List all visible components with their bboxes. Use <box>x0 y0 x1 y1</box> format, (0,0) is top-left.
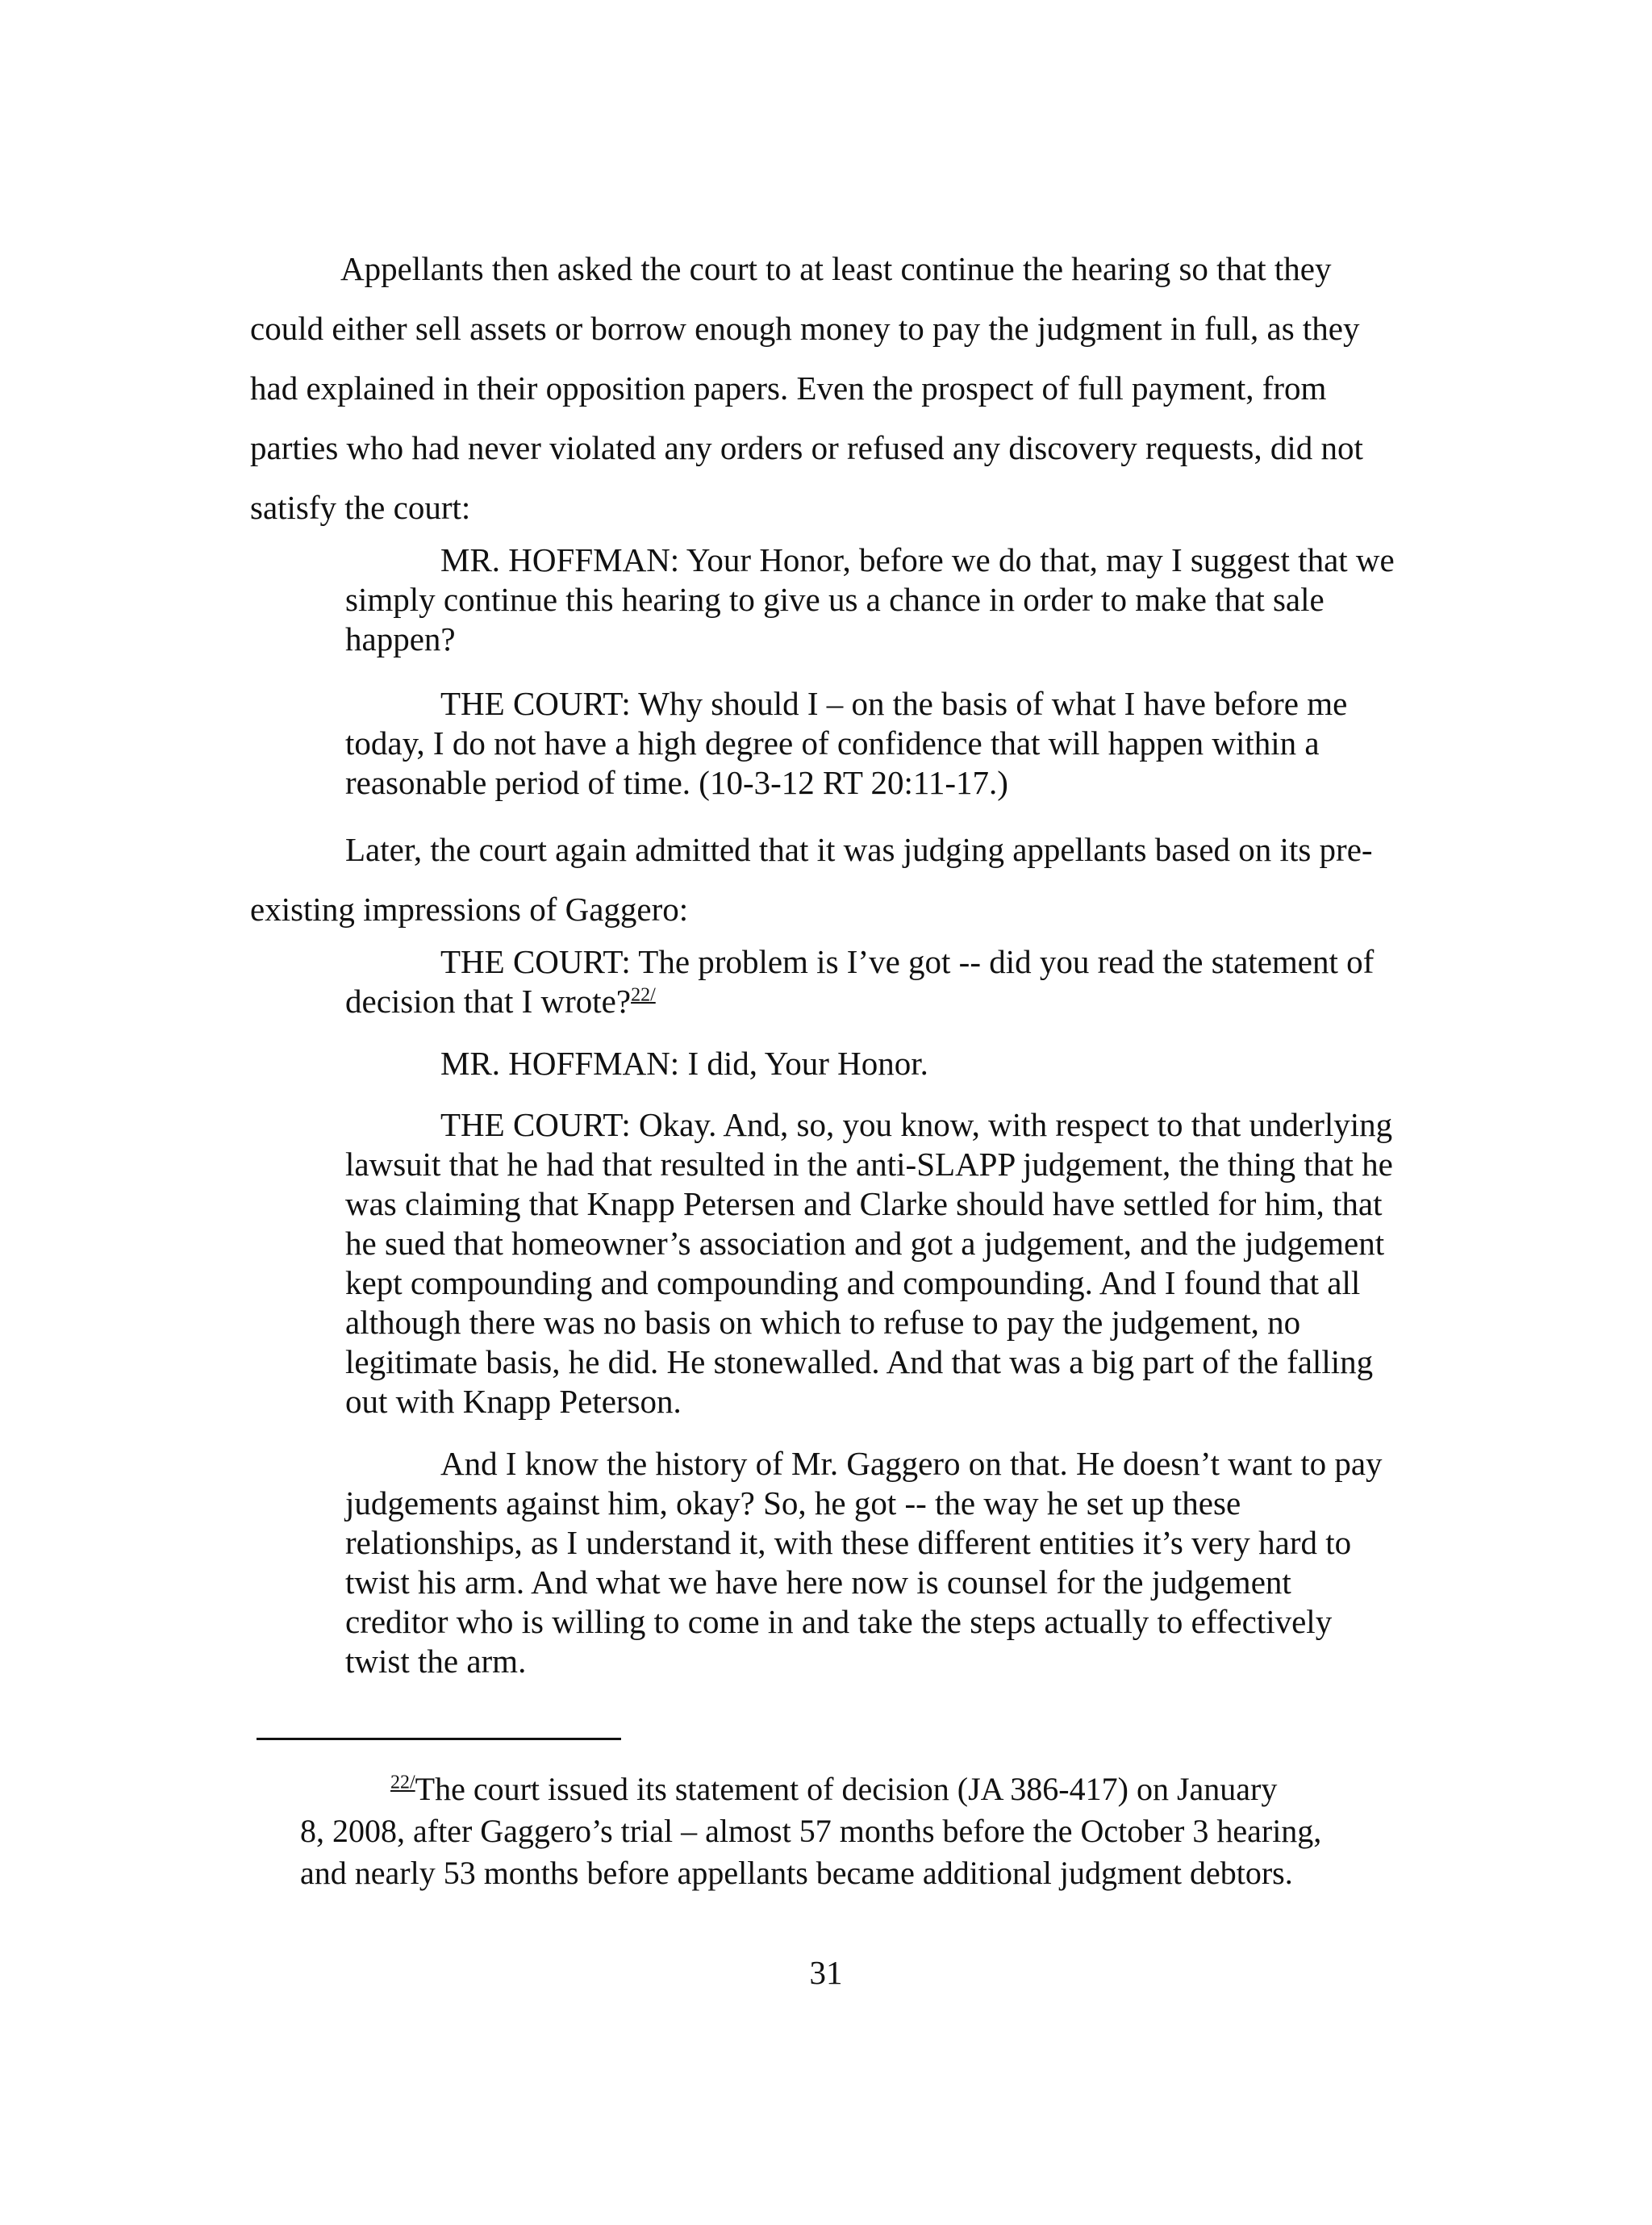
body-paragraph <box>250 239 1395 537</box>
quote-text: MR. HOFFMAN: I did, Your Honor. <box>440 1045 928 1082</box>
block-quote <box>345 1444 1402 1681</box>
text-line: parties who had never violated any orders or refused any discovery requests, did not <box>250 429 1363 466</box>
quote-line <box>345 684 1402 724</box>
body-paragraph <box>250 820 1395 939</box>
footnote-line <box>300 1768 1365 1810</box>
block-quote <box>345 1105 1402 1421</box>
footnote-marker: 22/ <box>390 1772 415 1793</box>
footnote-line: and nearly 53 months before appellants became additional judgment debtors. <box>300 1855 1293 1891</box>
quote-line: kept compounding and compounding and compounding. And I found that all <box>345 1264 1361 1301</box>
quote-text: THE COURT: Okay. And, so, you know, with respect to that underlying <box>440 1106 1393 1143</box>
footnote-line: 8, 2008, after Gaggero’s trial – almost 57 months before the October 3 hearing, <box>300 1813 1322 1849</box>
quote-line: twist the arm. <box>345 1643 527 1680</box>
text-line: had explained in their opposition papers. Even the prospect of full payment, from <box>250 369 1327 407</box>
text-line: Later, the court again admitted that it was judging appellants based on its pre- <box>345 831 1373 868</box>
quote-line <box>345 1444 1402 1484</box>
quote-line: happen? <box>345 620 456 657</box>
footnote-reference[interactable]: 22/ <box>631 984 656 1006</box>
quote-line: reasonable period of time. (10-3-12 RT 20:11-17.) <box>345 764 1008 801</box>
quote-text: THE COURT: Why should I – on the basis of what I have before me <box>440 685 1348 722</box>
quote-line <box>345 1044 1402 1083</box>
quote-line: he sued that homeowner’s association and got a judgement, and the judgement <box>345 1225 1385 1262</box>
block-quote <box>345 541 1402 659</box>
page-number: 31 <box>809 1954 843 1991</box>
quote-text: decision that I wrote? <box>345 983 632 1020</box>
quote-line: lawsuit that he had that resulted in the anti-SLAPP judgement, the thing that he <box>345 1146 1393 1183</box>
quote-line: was claiming that Knapp Petersen and Clarke should have settled for him, that <box>345 1185 1383 1222</box>
quote-line <box>345 982 1402 1021</box>
quote-line <box>345 1105 1402 1145</box>
text-line: existing impressions of Gaggero: <box>250 891 689 928</box>
quote-line: today, I do not have a high degree of confidence that will happen within a <box>345 724 1320 762</box>
text-line: satisfy the court: <box>250 489 471 526</box>
quote-line <box>345 541 1402 580</box>
text-line: could either sell assets or borrow enough money to pay the judgment in full, as they <box>250 310 1360 347</box>
quote-line: judgements against him, okay? So, he got -- the way he set up these <box>345 1484 1241 1522</box>
quote-line: although there was no basis on which to refuse to pay the judgement, no <box>345 1304 1301 1341</box>
footnote-separator <box>257 1738 621 1740</box>
block-quote <box>345 942 1402 1021</box>
footnote-text: The court issued its statement of decision (JA 386-417) on January <box>415 1771 1278 1807</box>
block-quote <box>345 1044 1402 1083</box>
text-line: Appellants then asked the court to at least continue the hearing so that they <box>340 250 1332 287</box>
quote-line: twist his arm. And what we have here now is counsel for the judgement <box>345 1563 1291 1601</box>
quote-line: legitimate basis, he did. He stonewalled. And that was a big part of the falling <box>345 1343 1374 1380</box>
quote-line <box>345 942 1402 982</box>
quote-text: And I know the history of Mr. Gaggero on that. He doesn’t want to pay <box>440 1445 1383 1482</box>
quote-line: relationships, as I understand it, with these different entities it’s very hard to <box>345 1524 1352 1561</box>
quote-line: simply continue this hearing to give us a chance in order to make that sale <box>345 581 1325 618</box>
footnote <box>300 1768 1365 1894</box>
block-quote <box>345 684 1402 803</box>
quote-line: creditor who is willing to come in and take the steps actually to effectively <box>345 1603 1333 1640</box>
quote-line: out with Knapp Peterson. <box>345 1383 682 1420</box>
quote-text: THE COURT: The problem is I’ve got -- did you read the statement of <box>440 943 1375 980</box>
quote-text: MR. HOFFMAN: Your Honor, before we do that, may I suggest that we <box>440 541 1395 578</box>
